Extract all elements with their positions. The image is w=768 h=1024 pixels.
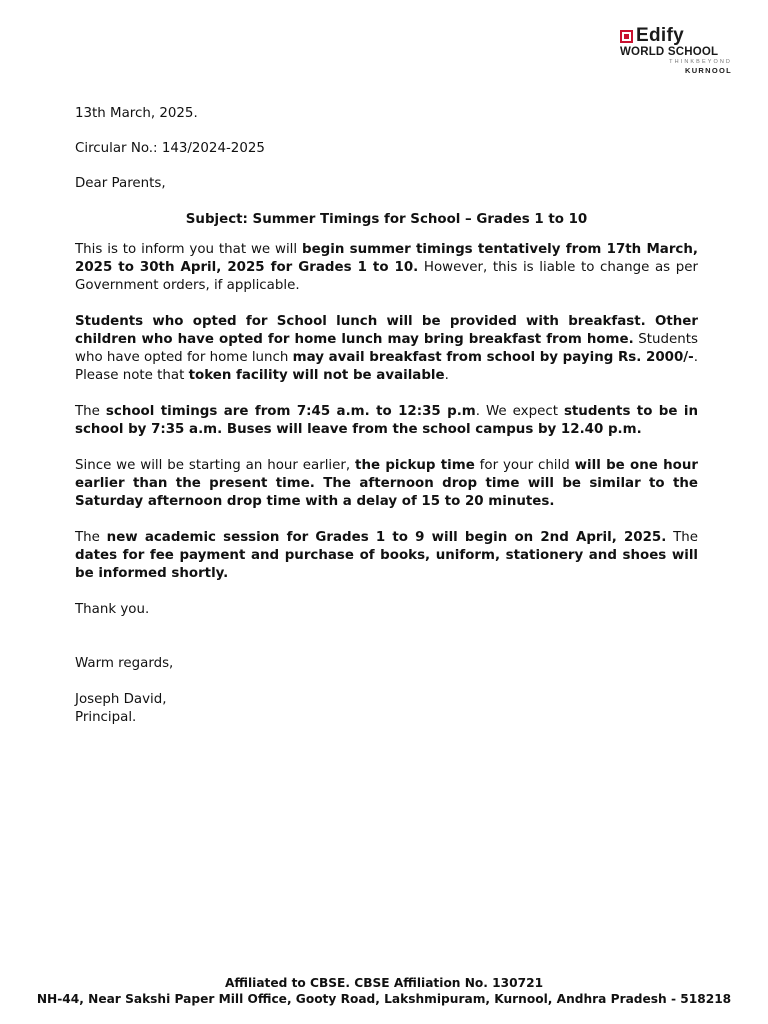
page-footer	[0, 975, 768, 1007]
text-run-bold: Students who opted for School lunch will be provided with breakfast. Other children who have opted for home lunch may bring breakfast from home.	[75, 314, 698, 347]
text-run: The	[75, 404, 106, 419]
closing-thanks: Thank you.	[75, 602, 150, 617]
text-run-bold: begin summer timings tentatively from 17th March, 2025 to 30th April, 2025 for Grades 1 to 10.	[75, 242, 698, 275]
footer-address: NH-44, Near Sakshi Paper Mill Office, Gooty Road, Lakshmipuram, Kurnool, Andhra Pradesh - 518218	[36, 992, 732, 1006]
text-run: . Please note that	[75, 350, 698, 383]
text-run-bold: will be one hour earlier than the present time. The afternoon drop time will be similar to the Saturday afternoon drop time with a delay of 15 to 20 minutes.	[75, 458, 698, 509]
text-run: The	[666, 530, 698, 545]
text-run: Students who have opted for home lunch	[75, 332, 698, 365]
text-run: for your child	[474, 458, 575, 473]
text-run: This is to inform you that we will	[75, 242, 302, 257]
signatory-name: Joseph David,	[75, 692, 167, 707]
letter-body	[75, 105, 698, 727]
logo-tagline: THINKBEYOND	[669, 59, 732, 65]
letter-subject: Subject: Summer Timings for School – Grades 1 to 10	[185, 212, 588, 227]
salutation: Dear Parents,	[75, 176, 166, 191]
logo-school-name: WORLD SCHOOL	[620, 46, 719, 58]
text-run: . We expect	[475, 404, 564, 419]
logo-city: KURNOOL	[684, 66, 732, 75]
footer-affiliation: Affiliated to CBSE. CBSE Affiliation No. 130721	[224, 976, 544, 990]
text-run-bold: token facility will not be available	[188, 368, 445, 383]
paragraph-pickup	[75, 457, 698, 511]
text-run: However, this is liable to change as per Government orders, if applicable.	[75, 260, 698, 293]
paragraph-summer-timings	[75, 241, 698, 295]
signatory-title: Principal.	[75, 710, 137, 725]
school-logo	[620, 26, 732, 76]
circular-number: Circular No.: 143/2024-2025	[75, 141, 265, 156]
logo-brand-name: Edify	[636, 25, 684, 46]
paragraph-academic-session	[75, 529, 698, 583]
paragraph-breakfast	[75, 313, 698, 385]
text-run-bold: new academic session for Grades 1 to 9 will begin on 2nd April, 2025.	[106, 530, 667, 545]
text-run-bold: dates for fee payment and purchase of books, uniform, stationery and shoes will be informed shortly.	[75, 548, 698, 581]
edify-logo-icon	[620, 30, 633, 43]
text-run-bold: school timings are from 7:45 a.m. to 12:35 p.m	[105, 404, 476, 419]
closing-regards: Warm regards,	[75, 656, 174, 671]
text-run: .	[444, 368, 449, 383]
text-run-bold: may avail breakfast from school by paying Rs. 2000/-	[292, 350, 694, 365]
logo-brand-row	[620, 26, 732, 46]
letter-date: 13th March, 2025.	[75, 106, 198, 121]
text-run-bold: students to be in school by 7:35 a.m. Buses will leave from the school campus by 12.40 p.m.	[75, 404, 698, 437]
paragraph-school-timings	[75, 403, 698, 439]
text-run: The	[75, 530, 107, 545]
text-run: Since we will be starting an hour earlier,	[75, 458, 356, 473]
text-run-bold: the pickup time	[355, 458, 475, 473]
